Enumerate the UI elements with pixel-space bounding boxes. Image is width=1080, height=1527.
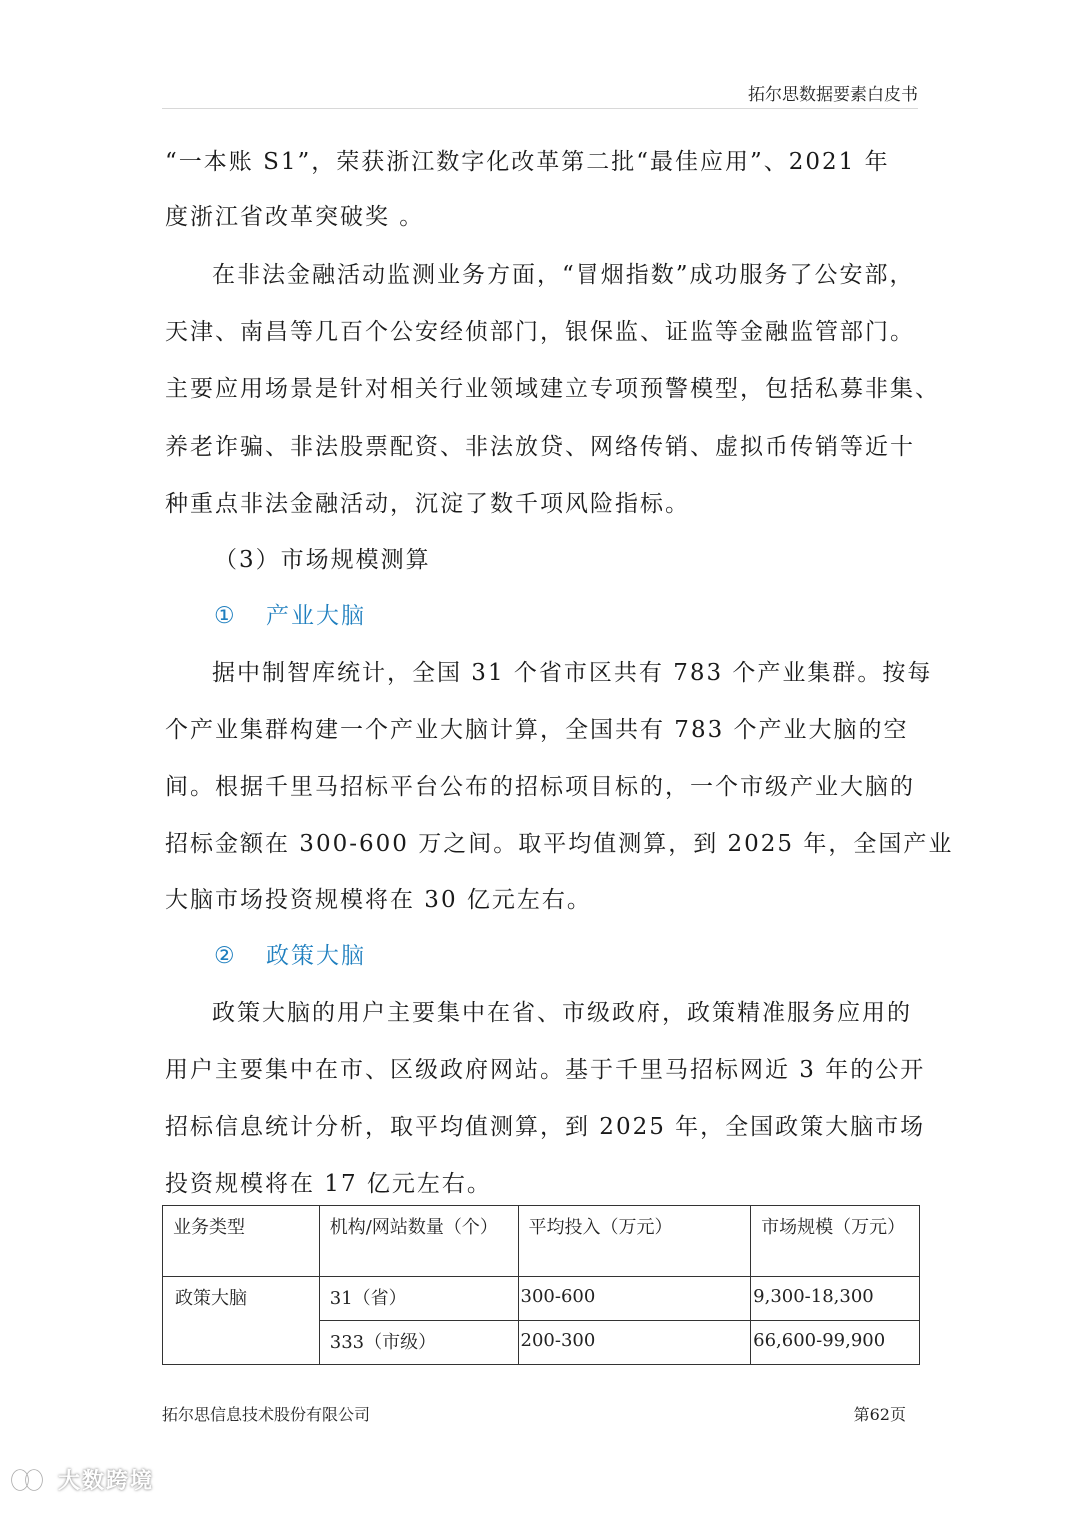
header-rule xyxy=(162,108,918,109)
body-line: 种重点非法金融活动，沉淀了数千项风险指标。 xyxy=(165,491,690,517)
watermark-text: 大数跨境 xyxy=(58,1469,155,1494)
body-line: 个产业集群构建一个产业大脑计算，全国共有 783 个产业大脑的空 xyxy=(165,717,909,743)
table-row xyxy=(163,1277,920,1321)
sub-heading-policy-brain xyxy=(214,937,366,970)
table-header-row xyxy=(163,1206,920,1277)
table-cell: 300-600 xyxy=(518,1277,751,1321)
body-line: 用户主要集中在市、区级政府网站。基于千里马招标网近 3 年的公开 xyxy=(165,1057,926,1083)
table-cell: 66,600-99,900 xyxy=(751,1321,920,1365)
sub-heading-industry-brain xyxy=(214,597,366,630)
circled-number-2: ② xyxy=(214,943,237,969)
footer-page-number: 第62页 xyxy=(853,1405,906,1424)
table-cell: 333（市级） xyxy=(319,1321,518,1365)
section-heading: （3）市场规模测算 xyxy=(214,547,431,573)
body-line: 投资规模将在 17 亿元左右。 xyxy=(165,1171,492,1197)
body-line: 主要应用场景是针对相关行业领域建立专项预警模型，包括私募非集、 xyxy=(165,376,940,402)
body-line: 政策大脑的用户主要集中在省、市级政府，政策精准服务应用的 xyxy=(212,1000,912,1026)
footer-company: 拓尔思信息技术股份有限公司 xyxy=(162,1405,371,1424)
body-line: 度浙江省改革突破奖 。 xyxy=(165,204,425,230)
table-cell: 200-300 xyxy=(518,1321,751,1365)
column-header: 机构/网站数量（个） xyxy=(319,1206,518,1277)
body-line: “一本账 S1”，荣获浙江数字化改革第二批“最佳应用”、2021 年 xyxy=(165,149,890,175)
watermark xyxy=(10,1464,154,1495)
table-cell: 31（省） xyxy=(319,1277,518,1321)
table-cell-business-type: 政策大脑 xyxy=(163,1277,320,1365)
sub-heading-text: 政策大脑 xyxy=(266,943,366,969)
body-line: 大脑市场投资规模将在 30 亿元左右。 xyxy=(165,887,592,913)
body-line: 据中制智库统计，全国 31 个省市区共有 783 个产业集群。按每 xyxy=(212,660,933,686)
column-header: 业务类型 xyxy=(163,1206,320,1277)
table-cell: 9,300-18,300 xyxy=(751,1277,920,1321)
body-line: 招标金额在 300-600 万之间。取平均值测算，到 2025 年，全国产业 xyxy=(165,831,954,857)
body-line: 间。根据千里马招标平台公布的招标项目标的，一个市级产业大脑的 xyxy=(165,774,915,800)
body-line: 养老诈骗、非法股票配资、非法放贷、网络传销、虚拟币传销等近十 xyxy=(165,434,915,460)
circled-number-1: ① xyxy=(214,603,237,629)
column-header: 市场规模（万元） xyxy=(751,1206,920,1277)
watermark-logo-icon xyxy=(10,1465,52,1495)
sub-heading-text: 产业大脑 xyxy=(266,603,366,629)
page-header-title: 拓尔思数据要素白皮书 xyxy=(748,85,918,105)
market-size-table xyxy=(162,1205,920,1365)
body-line: 天津、南昌等几百个公安经侦部门，银保监、证监等金融监管部门。 xyxy=(165,319,915,345)
body-line: 招标信息统计分析，取平均值测算，到 2025 年，全国政策大脑市场 xyxy=(165,1114,926,1140)
column-header: 平均投入（万元） xyxy=(518,1206,751,1277)
body-line: 在非法金融活动监测业务方面，“冒烟指数”成功服务了公安部， xyxy=(212,262,915,288)
